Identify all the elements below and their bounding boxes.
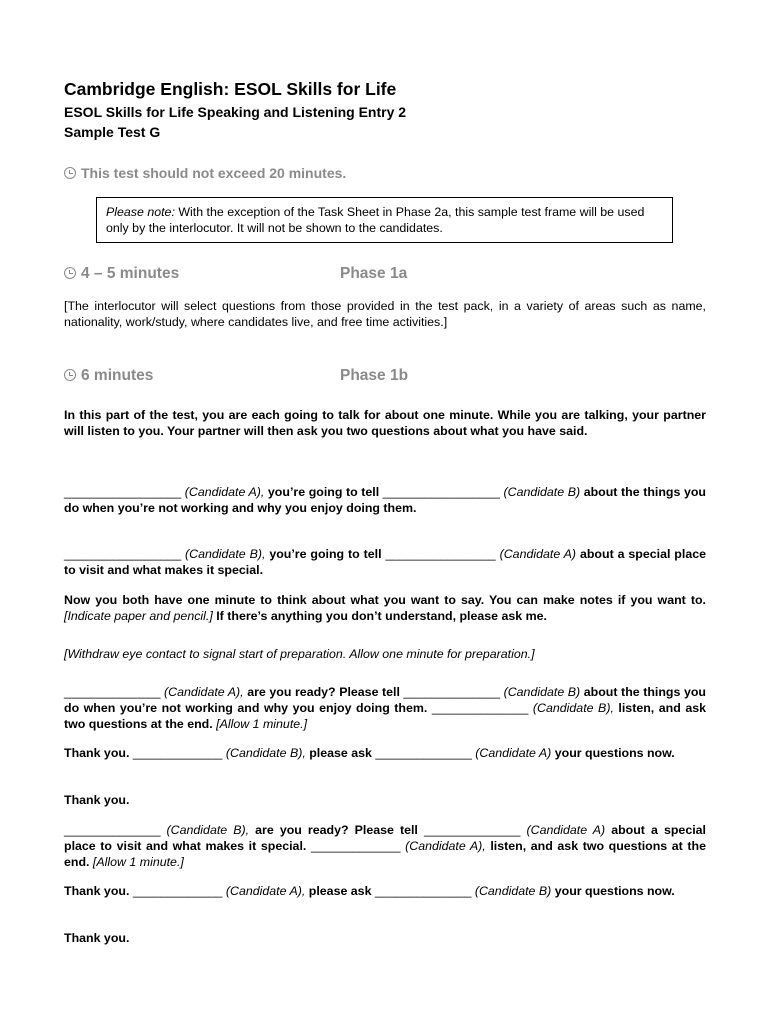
blank: ______________	[375, 746, 472, 760]
candidate-label: (Candidate A)	[495, 547, 577, 561]
script-paragraph-8	[64, 822, 706, 870]
script-text: listen, and ask two questions at the end.	[64, 701, 706, 731]
candidate-label: (Candidate B)	[500, 685, 581, 699]
script-text: listen, and ask two questions at the end.	[64, 839, 706, 869]
script-text: are you ready? Please tell	[243, 685, 404, 699]
blank: _________________	[382, 485, 500, 499]
thank-you-1: Thank you.	[64, 793, 130, 807]
phase-1a-time	[64, 265, 179, 283]
clock-icon	[64, 167, 76, 179]
blank: ______________	[64, 685, 161, 699]
clock-icon	[64, 267, 76, 279]
script-text: Thank you.	[64, 884, 133, 898]
script-text: Thank you.	[64, 746, 133, 760]
stage-direction: [Allow 1 minute.]	[92, 855, 184, 869]
candidate-label: (Candidate B),	[160, 823, 250, 837]
script-text: about the things you do when you’re not working and why you enjoy doing them.	[64, 685, 706, 715]
script-paragraph-5	[64, 684, 706, 732]
phase-1a-time-text: 4 – 5 minutes	[81, 265, 180, 282]
blank: _________________	[64, 547, 182, 561]
script-text: Now you both have one minute to think about what you want to say. You can make notes if you want to.	[64, 593, 706, 607]
phase-1b-time	[64, 367, 153, 385]
blank: _____________	[132, 746, 223, 760]
blank: ______________	[423, 823, 521, 837]
candidate-label: (Candidate A),	[400, 839, 486, 853]
script-paragraph-1	[64, 484, 706, 516]
blank: ________________	[385, 547, 496, 561]
blank: _____________	[132, 884, 223, 898]
script-text: If there’s anything you don’t understand, please ask me.	[212, 609, 547, 623]
candidate-label: (Candidate A)	[520, 823, 606, 837]
script-text: you’re going to tell	[265, 547, 386, 561]
time-limit	[64, 165, 346, 181]
script-text: your questions now.	[551, 884, 675, 898]
script-text: your questions now.	[551, 746, 675, 760]
clock-icon	[64, 369, 76, 381]
script-text: about a special place to visit and what makes it special.	[64, 547, 706, 577]
blank: _________________	[64, 485, 182, 499]
phase-1b-intro: In this part of the test, you are each going to talk for about one minute. While you are talking, your partner will listen to you. Your partner will then ask you two questions about what you have said.	[64, 408, 706, 438]
candidate-label: (Candidate B)	[499, 485, 581, 499]
document-title: Cambridge English: ESOL Skills for Life	[64, 79, 397, 99]
blank: _____________	[310, 839, 401, 853]
blank: ______________	[403, 685, 501, 699]
blank: ______________	[431, 701, 529, 715]
stage-direction: [Allow 1 minute.]	[216, 717, 308, 731]
script-paragraph-2	[64, 546, 706, 578]
note-box	[96, 197, 673, 243]
candidate-label: (Candidate B),	[222, 746, 306, 760]
candidate-label: (Candidate B)	[471, 884, 552, 898]
script-text: about a special place to visit and what makes it special.	[64, 823, 706, 853]
candidate-label: (Candidate A),	[222, 884, 306, 898]
test-name: Sample Test G	[64, 124, 161, 140]
thank-you-2: Thank you.	[64, 931, 130, 945]
candidate-label: (Candidate A)	[471, 746, 552, 760]
note-lead: Please note:	[106, 205, 175, 219]
script-text: please ask	[305, 884, 375, 898]
script-text: about the things you do when you’re not working and why you enjoy doing them.	[64, 485, 706, 515]
script-text: are you ready? Please tell	[249, 823, 424, 837]
candidate-label: (Candidate B),	[181, 547, 266, 561]
phase-1a-instructions: [The interlocutor will select questions from those provided in the test pack, in a variety of areas such as name, nationality, work/study, where candidates live, and free time activities.]	[64, 299, 706, 329]
candidate-label: (Candidate A),	[160, 685, 244, 699]
blank: ______________	[374, 884, 472, 898]
phase-1a-title: Phase 1a	[340, 265, 408, 282]
document-subtitle: ESOL Skills for Life Speaking and Listening Entry 2	[64, 104, 407, 120]
blank: ______________	[64, 823, 161, 837]
script-paragraph-6	[64, 745, 706, 761]
candidate-label: (Candidate B),	[528, 701, 614, 715]
stage-direction: [Indicate paper and pencil.]	[64, 609, 213, 623]
preparation-instruction: [Withdraw eye contact to signal start of preparation. Allow one minute for preparation.]	[64, 647, 535, 661]
phase-1b-time-text: 6 minutes	[81, 367, 154, 384]
script-paragraph-3	[64, 592, 706, 624]
script-text: please ask	[305, 746, 376, 760]
phase-1b-title: Phase 1b	[340, 367, 409, 384]
script-text: you’re going to tell	[264, 485, 383, 499]
script-paragraph-9	[64, 883, 706, 899]
candidate-label: (Candidate A),	[181, 485, 265, 499]
note-text: With the exception of the Task Sheet in Phase 2a, this sample test frame will be used only by the interlocutor. It will not be shown to the candidates.	[106, 205, 645, 235]
time-limit-text: This test should not exceed 20 minutes.	[81, 165, 347, 181]
